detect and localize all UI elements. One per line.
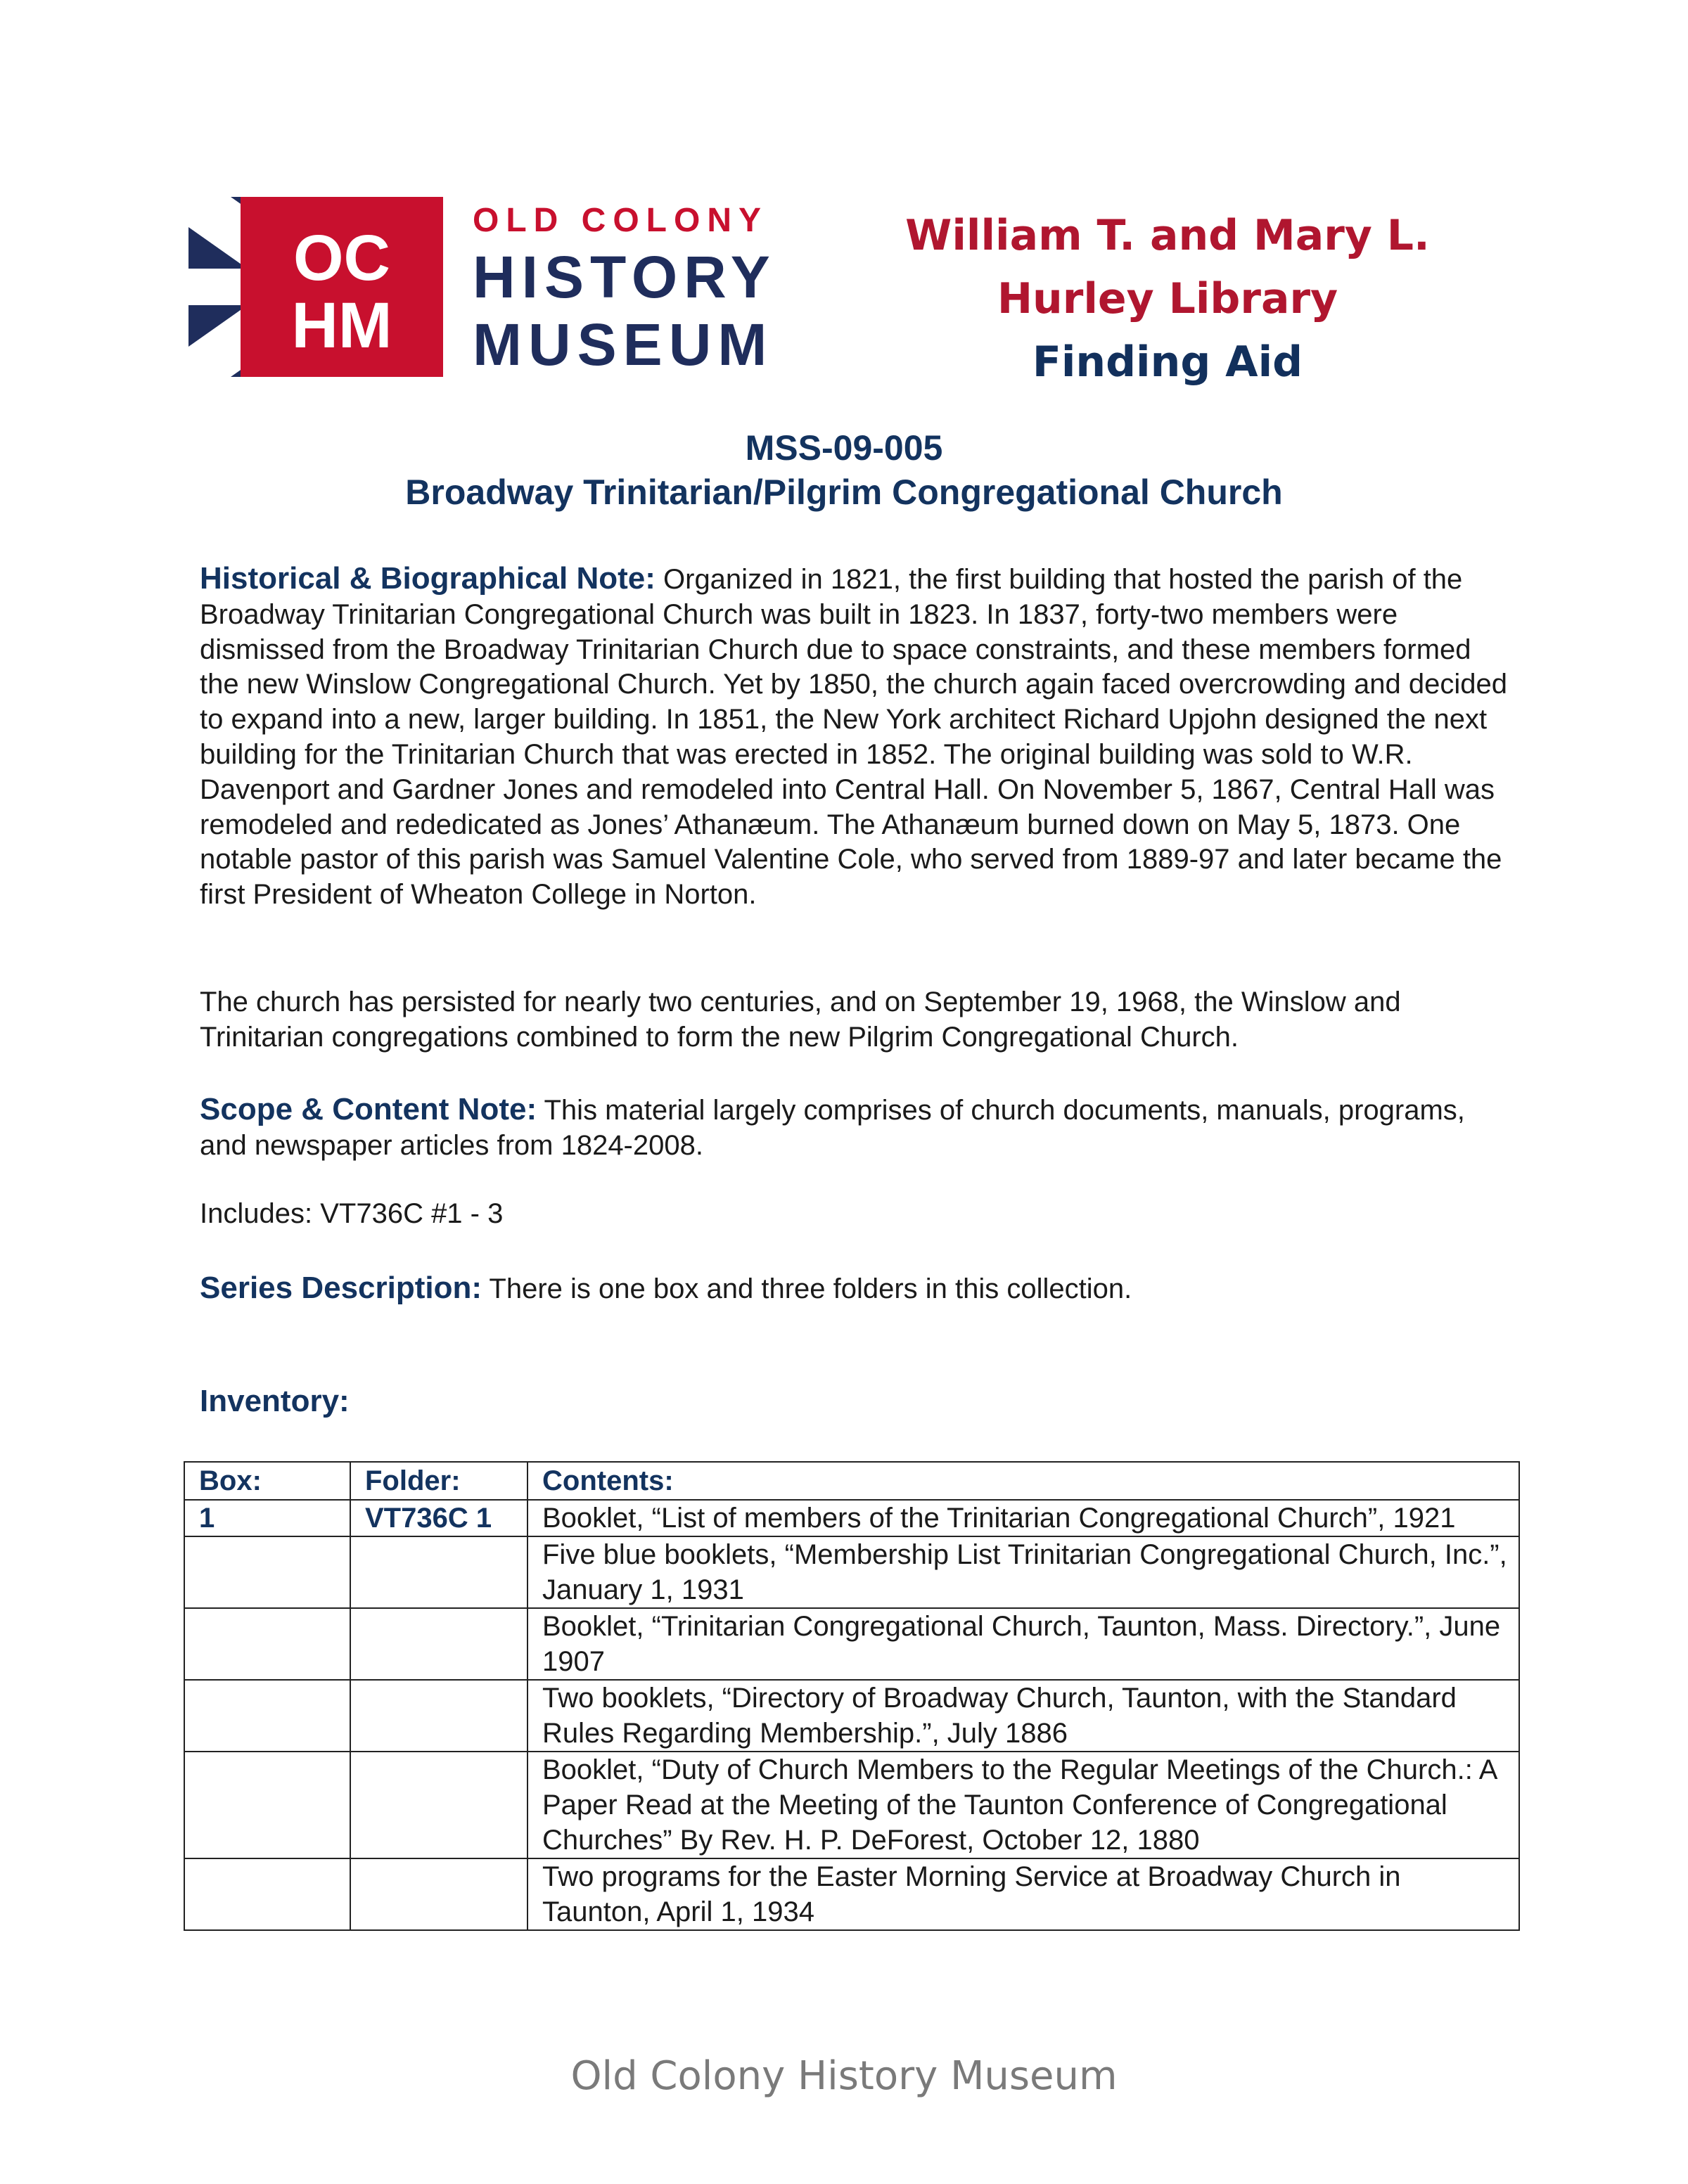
folder-cell (350, 1680, 528, 1752)
logo-line-history: HISTORY (473, 244, 776, 310)
series-description-label: Series Description: (200, 1271, 482, 1305)
contents-cell: Two booklets, “Directory of Broadway Church, Taunton, with the Standard Rules Regarding Membership.”, July 1886 (528, 1680, 1519, 1752)
table-row (184, 1680, 1519, 1752)
table-row (184, 1500, 1519, 1536)
box-cell (184, 1608, 350, 1680)
collection-id: MSS-09-005 (745, 428, 943, 468)
historical-note-label: Historical & Biographical Note: (200, 561, 656, 596)
inventory-table (184, 1461, 1520, 1931)
logo-line-museum: MUSEUM (473, 311, 774, 378)
box-cell: 1 (184, 1500, 350, 1536)
box-cell (184, 1536, 350, 1608)
folder-cell: VT736C 1 (350, 1500, 528, 1536)
page-footer: Old Colony History Museum (570, 2053, 1118, 2099)
inventory-heading: Inventory: (200, 1384, 350, 1418)
box-cell (184, 1752, 350, 1858)
historical-note-continued: The church has persisted for nearly two centuries, and on September 19, 1968, the Winslow and Trinitarian congregations combined to form the new Pilgrim Congregational Church. (200, 987, 1401, 1053)
collection-title: Broadway Trinitarian/Pilgrim Congregational Church (405, 473, 1283, 512)
series-description-text: There is one box and three folders in this collection. (482, 1273, 1132, 1304)
box-cell (184, 1680, 350, 1752)
library-heading (872, 204, 1463, 394)
contents-cell: Two programs for the Easter Morning Service at Broadway Church in Taunton, April 1, 1934 (528, 1858, 1519, 1930)
museum-logo (188, 197, 807, 380)
ochm-flag-mark (188, 197, 443, 377)
folder-cell (350, 1536, 528, 1608)
contents-cell: Booklet, “Duty of Church Members to the Regular Meetings of the Church.: A Paper Read at the Meeting of the Taunton Conference of Congregational Churches” By Rev. H. P. DeForest, October 12, 1880 (528, 1752, 1519, 1858)
table-row (184, 1752, 1519, 1858)
folder-cell (350, 1752, 528, 1858)
includes-line: Includes: VT736C #1 - 3 (200, 1198, 504, 1229)
library-name-line1: William T. and Mary L. (905, 211, 1430, 260)
contents-cell: Five blue booklets, “Membership List Trinitarian Congregational Church, Inc.”, January 1, 1931 (528, 1536, 1519, 1608)
table-row (184, 1858, 1519, 1930)
inventory-header-row (184, 1462, 1519, 1500)
logo-line-old-colony: OLD COLONY (473, 202, 768, 239)
table-row (184, 1608, 1519, 1680)
finding-aid-label: Finding Aid (1032, 338, 1303, 387)
logo-wordmark (473, 197, 810, 378)
scope-note-text: This material largely comprises of church documents, manuals, programs, and newspaper articles from 1824-2008. (200, 1095, 1465, 1161)
scope-note (200, 1092, 1508, 1164)
table-row (184, 1536, 1519, 1608)
header-folder: Folder: (350, 1462, 528, 1500)
contents-cell: Booklet, “List of members of the Trinitarian Congregational Church”, 1921 (528, 1500, 1519, 1536)
contents-cell: Booklet, “Trinitarian Congregational Church, Taunton, Mass. Directory.”, June 1907 (528, 1608, 1519, 1680)
library-name-line2: Hurley Library (997, 274, 1338, 323)
series-description (200, 1271, 1508, 1307)
header-contents: Contents: (528, 1462, 1519, 1500)
folder-cell (350, 1858, 528, 1930)
scope-note-label: Scope & Content Note: (200, 1092, 537, 1126)
folder-cell (350, 1608, 528, 1680)
logo-mark-top: OC (293, 222, 390, 294)
historical-note-text: Organized in 1821, the first building that hosted the parish of the Broadway Trinitarian Congregational Church was built in 1823. In 1837, forty-two members were dismissed from the Broadway Trinitarian Church due to space constraints, and these members formed the new Winslow Congregational Church. Yet by 1850, the church again faced overcrowding and decided to expand into a new, larger building. In 1851, the New York architect Richard Upjohn designed the next building for the Trinitarian Church that was erected in 1852. The original building was sold to W.R. Davenport and Gardner Jones and remodeled into Central Hall. On November 5, 1867, Central Hall was remodeled and rededicated as Jones’ Athanæum. The Athanæum burned down on May 5, 1873. One notable pastor of this parish was Samuel Valentine Cole, who served from 1889-97 and later became the first President of Wheaton College in Norton. (200, 564, 1507, 911)
logo-mark-bottom: HM (291, 290, 392, 361)
box-cell (184, 1858, 350, 1930)
historical-note (200, 561, 1508, 913)
header-box: Box: (184, 1462, 350, 1500)
